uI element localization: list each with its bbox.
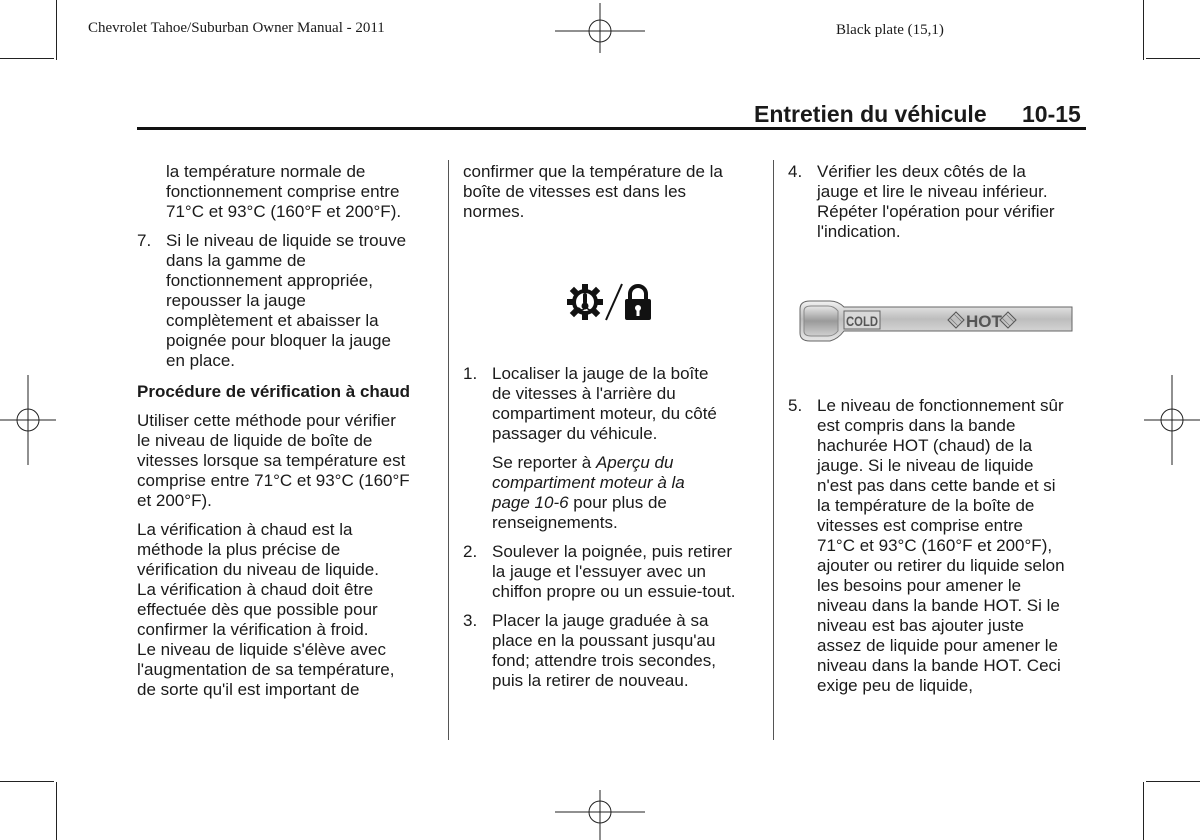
text-line: Localiser la jauge de la boîte [492, 364, 709, 383]
text-line: 71°C et 93°C (160°F et 200°F), [817, 536, 1053, 555]
text-line: l'augmentation de sa température, [137, 660, 395, 679]
text-line: et 200°F). [137, 491, 212, 510]
text-line: niveau dans la bande HOT. Si le [817, 596, 1060, 615]
step-number: 4. [788, 162, 803, 181]
cross-reference [492, 493, 667, 513]
text-line: hachurée HOT (chaud) de la [817, 436, 1033, 455]
text-line: en place. [166, 351, 235, 370]
column-divider-1 [448, 160, 449, 740]
text-line: assez de liquide pour amener le [817, 636, 1058, 655]
lock-icon [623, 282, 653, 322]
text-span: Se reporter à [492, 453, 596, 472]
crop-mark-bottom-left-v [56, 782, 57, 840]
text-line: Utiliser cette méthode pour vérifier [137, 411, 396, 430]
text-line: jauge et lire le niveau inférieur. [817, 182, 1048, 201]
text-line: confirmer que la température de la [463, 162, 723, 181]
text-line: passager du véhicule. [492, 424, 658, 443]
text-line: Soulever la poignée, puis retirer [492, 542, 733, 561]
manual-title: Chevrolet Tahoe/Suburban Owner Manual - 2011 [88, 20, 385, 36]
text-line: de sorte qu'il est important de [137, 680, 360, 699]
text-line: est compris dans la bande [817, 416, 1016, 435]
text-line: renseignements. [492, 513, 618, 532]
crop-mark-top-left-v [56, 0, 57, 60]
text-line: niveau dans la bande HOT. Ceci [817, 656, 1061, 675]
text-line: complètement et abaisser la [166, 311, 379, 330]
text-line: 71°C et 93°C (160°F et 200°F). [166, 202, 402, 221]
text-line: repousser la jauge [166, 291, 306, 310]
section-title: Entretien du véhicule [754, 101, 987, 127]
text-line: confirmer la vérification à froid. [137, 620, 369, 639]
registration-mark-bottom [555, 790, 645, 840]
text-line: Si le niveau de liquide se trouve [166, 231, 407, 250]
text-line: méthode la plus précise de [137, 540, 341, 559]
text-line: Répéter l'opération pour vérifier [817, 202, 1055, 221]
step-number: 1. [463, 364, 478, 383]
text-line: fond; attendre trois secondes, [492, 651, 716, 670]
text-line: niveau est bas ajouter juste [817, 616, 1024, 635]
text-line: dans la gamme de [166, 251, 306, 270]
step-number: 2. [463, 542, 478, 561]
text-line: Le niveau de fonctionnement sûr [817, 396, 1064, 415]
text-line: compartiment moteur, du côté [492, 404, 717, 423]
text-line: La vérification à chaud doit être [137, 580, 374, 599]
text-line: exige peu de liquide, [817, 676, 973, 695]
registration-mark-top [555, 3, 645, 53]
step-number: 3. [463, 611, 478, 630]
crop-mark-bottom-left-h [0, 781, 54, 782]
slash-icon [604, 282, 624, 322]
text-line: Vérifier les deux côtés de la [817, 162, 1026, 181]
text-line: place en la poussant jusqu'au [492, 631, 716, 650]
text-span: pour plus de [568, 493, 667, 512]
text-line: Placer la jauge graduée à sa [492, 611, 709, 630]
subsection-heading: Procédure de vérification à chaud [137, 382, 411, 401]
text-line: poignée pour bloquer la jauge [166, 331, 391, 350]
text-line: fonctionnement appropriée, [166, 271, 373, 290]
text-line: la jauge et l'essuyer avec un [492, 562, 706, 581]
text-line: effectuée dès que possible pour [137, 600, 378, 619]
text-line: chiffon propre ou un essuie-tout. [492, 582, 736, 601]
plate-info: Black plate (15,1) [836, 22, 944, 38]
cross-reference [492, 473, 685, 493]
column-divider-2 [773, 160, 774, 740]
reference-link[interactable]: compartiment moteur à la [492, 473, 685, 492]
text-line: les besoins pour amener le [817, 576, 1022, 595]
text-line: ajouter ou retirer du liquide selon [817, 556, 1065, 575]
registration-mark-right [1144, 375, 1200, 465]
header-rule [137, 127, 1086, 130]
text-line: la température de la boîte de [817, 496, 1035, 515]
text-line: la température normale de [166, 162, 366, 181]
cross-reference [492, 453, 673, 473]
text-line: jauge. Si le niveau de liquide [817, 456, 1034, 475]
dipstick-illustration [798, 295, 1074, 347]
gear-thermometer-icon [566, 282, 606, 322]
text-line: le niveau de liquide de boîte de [137, 431, 373, 450]
text-line: vérification du niveau de liquide. [137, 560, 379, 579]
crop-mark-bottom-right-v [1143, 782, 1144, 840]
text-line: La vérification à chaud est la [137, 520, 353, 539]
text-line: de vitesses à l'arrière du [492, 384, 676, 403]
text-line: puis la retirer de nouveau. [492, 671, 689, 690]
text-line: l'indication. [817, 222, 901, 241]
text-line: vitesses est comprise entre [817, 516, 1023, 535]
text-line: fonctionnement comprise entre [166, 182, 400, 201]
reference-link[interactable]: page 10-6 [492, 493, 569, 512]
cold-label: COLD [846, 313, 878, 329]
text-line: Le niveau de liquide s'élève avec [137, 640, 386, 659]
crop-mark-top-right-h [1146, 58, 1200, 59]
hot-label: HOT [966, 312, 1002, 331]
text-line: n'est pas dans cette bande et si [817, 476, 1056, 495]
crop-mark-bottom-right-h [1146, 781, 1200, 782]
page-number: 10-15 [1022, 101, 1081, 127]
crop-mark-top-right-v [1143, 0, 1144, 60]
registration-mark-left [0, 375, 56, 465]
text-line: normes. [463, 202, 525, 221]
text-line: comprise entre 71°C et 93°C (160°F [137, 471, 410, 490]
step-number: 7. [137, 231, 152, 250]
text-line: vitesses lorsque sa température est [137, 451, 406, 470]
crop-mark-top-left-h [0, 58, 54, 59]
step-number: 5. [788, 396, 803, 415]
reference-link[interactable]: Aperçu du [595, 453, 674, 472]
text-line: boîte de vitesses est dans les [463, 182, 687, 201]
